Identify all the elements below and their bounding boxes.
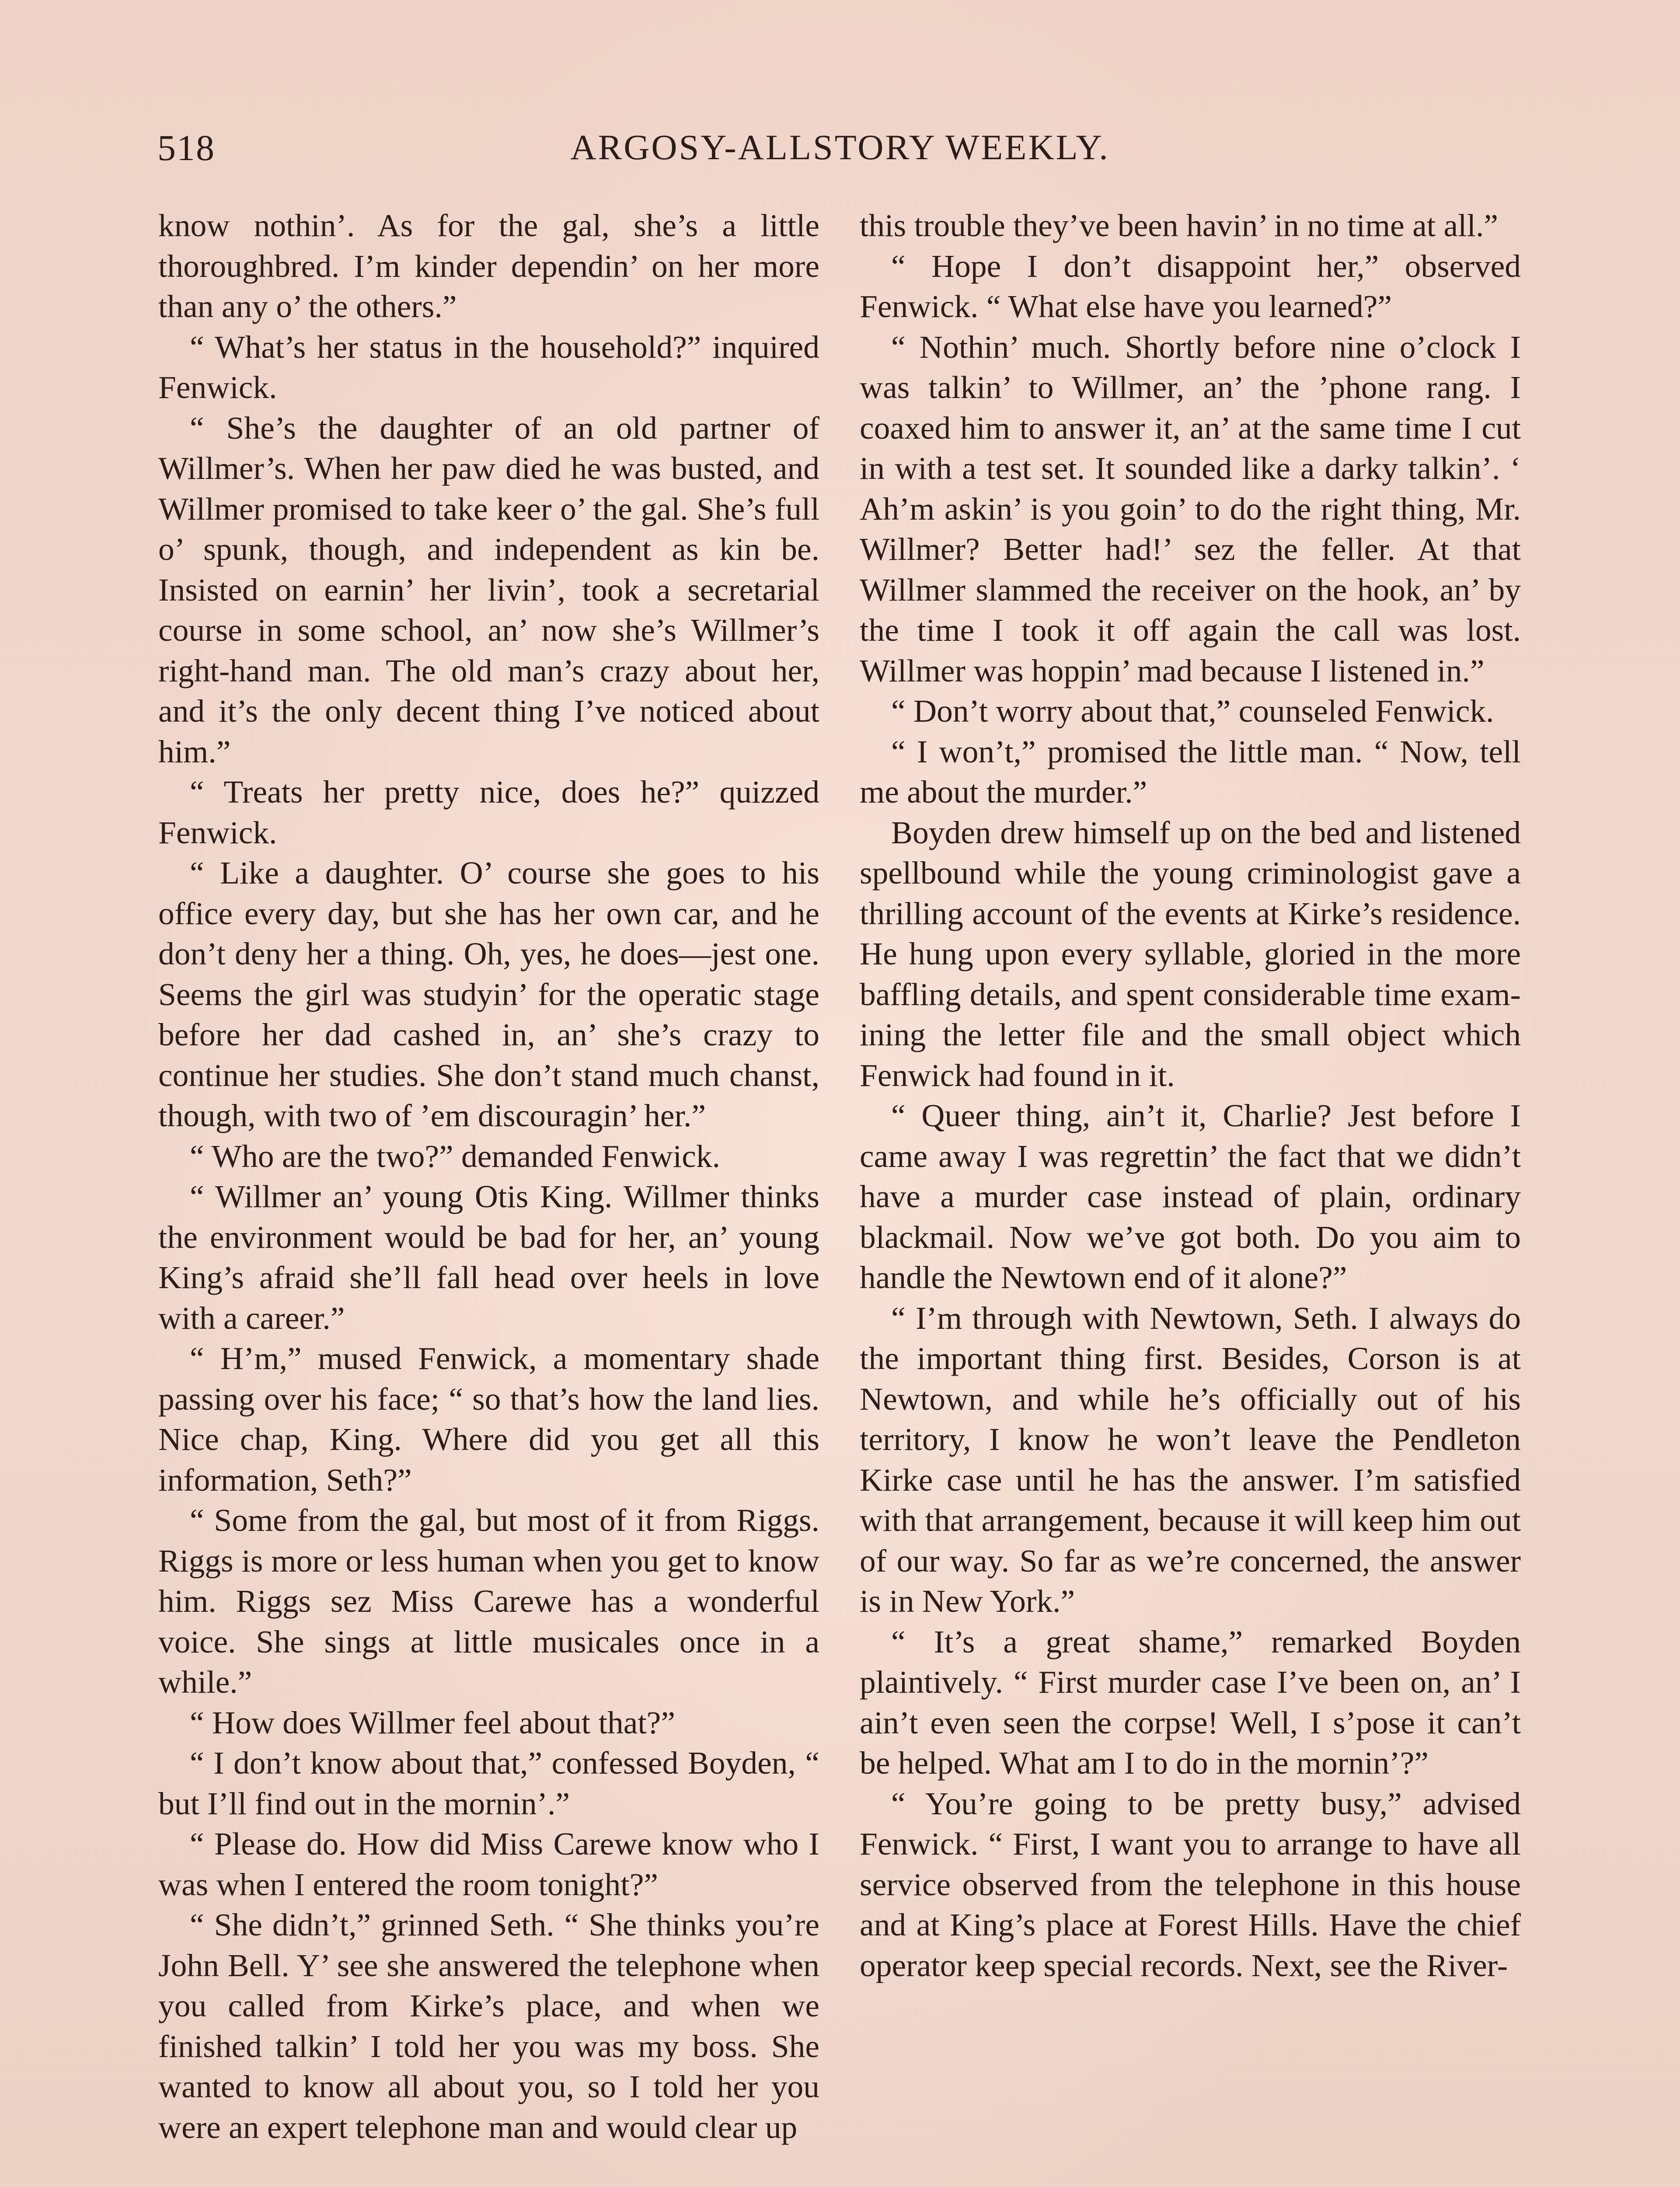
paragraph: “ How does Willmer feel about that?” [190,1705,676,1740]
paragraph: “ She didn’t,” grinned Seth. “ She thinks you’re John Bell. Y’ see she answered the telephone when you called from Kirke’s place, and when we finished talkin’ I told her you was my boss. She wanted to know all about you, so I told her you were an expert telephone man and would clear up [158,1907,819,2145]
paragraph: “ Some from the gal, but most of it from Riggs. Riggs is more or less human when you get to know him. Riggs sez Miss Carewe has a wonderful voice. She sings at little musicales once in a while.” [158,1502,819,1700]
paragraph: “ H’m,” mused Fenwick, a momentary shade passing over his face; “ so that’s how the land lies. Nice chap, King. Where did you get all this information, Seth?” [158,1341,819,1498]
paragraph: “ Nothin’ much. Shortly before nine o’clock I was talkin’ to Willmer, an’ the ’phone rang. I coaxed him to answer it, an’ at the same time I cut in with a test set. It sounded like a darky talkin’. ‘ Ah’m askin’ is you goin’ to do the right thing, Mr. Willmer? Better had!’ sez the feller. At that Willmer slammed the receiver on the hook, an’ by the time I took it off again the call was lost. Willmer was hoppin’ mad because I listened in.” [860,329,1521,688]
paragraph: “ Please do. How did Miss Carewe know who I was when I entered the room tonight?” [158,1826,819,1902]
running-title: ARGOSY-ALLSTORY WEEKLY. [570,127,1110,167]
paragraph: “ It’s a great shame,” remarked Boyden plaintively. “ First murder case I’ve been on, an’ I ain’t even seen the corpse! Well, I s’pose it can’t be helped. What am I to do in the mornin’?” [860,1624,1521,1781]
paragraph: “ Queer thing, ain’t it, Charlie? Jest before I came away I was regrettin’ the fact that we didn’t have a murder case instead of plain, ordinary blackmail. Now we’ve got both. Do you aim to handle the Newtown end of it alone?” [860,1098,1521,1295]
paragraph: “ Like a daughter. O’ course she goes to his office every day, but she has her own car, and he don’t deny her a thing. Oh, yes, he does—jest one. Seems the girl was studyin’ for the operatic stage before her dad cashed in, an’ she’s crazy to continue her studies. She don’t stand much chanst, though, with two of ’em discouragin’ her.” [158,855,819,1133]
left-column [158,206,819,2148]
paragraph: “ What’s her status in the household?” inquired Fenwick. [158,329,819,405]
paragraph: “ Treats her pretty nice, does he?” quizzed Fenwick. [158,774,819,850]
paragraph: “ Don’t worry about that,” counseled Fenwick. [891,693,1494,729]
paragraph: “ You’re going to be pretty busy,” advised Fenwick. “ First, I want you to arrange to have all service observed from the telephone in this house and at King’s place at Forest Hills. Have the chief operator keep special records. Next, see the River- [860,1785,1521,1983]
page-header [157,127,1523,175]
paragraph: “ Willmer an’ young Otis King. Willmer thinks the environment would be bad for her, an’ young King’s afraid she’ll fall head over heels in love with a career.” [158,1179,819,1336]
paragraph: “ She’s the daughter of an old partner of Willmer’s. When her paw died he was busted, and Willmer promised to take keer o’ the gal. She’s full o’ spunk, though, and independent as kin be. Insisted on earnin’ her livin’, took a secretarial course in some school, an’ now she’s Willmer’s right-hand man. The old man’s crazy about her, and it’s the only decent thing I’ve noticed about him.” [158,410,819,769]
paragraph: “ I’m through with Newtown, Seth. I always do the important thing first. Besides, Corson is at Newtown, and while he’s officially out of his territory, I know he won’t leave the Pendleton Kirke case until he has the answer. I’m satisfied with that arrangement, because it will keep him out of our way. So far as we’re concerned, the answer is in New York.” [860,1300,1521,1619]
paragraph: Boyden drew himself up on the bed and listened spellbound while the young criminologist gave a thrilling account of the events at Kirke’s residence. He hung upon every syllable, gloried in the more baffling details, and spent considerable time examining the letter file and the small object which Fenwick had found in it. [860,814,1521,1093]
paragraph: “ Hope I don’t disappoint her,” observed Fenwick. “ What else have you learned?” [860,248,1521,324]
paragraph: know nothin’. As for the gal, she’s a little thoroughbred. I’m kinder dependin’ on her more than any o’ the others.” [158,208,819,324]
right-column [860,206,1521,1986]
paragraph: this trouble they’ve been havin’ in no time at all.” [860,208,1499,243]
paragraph: “ I won’t,” promised the little man. “ Now, tell me about the murder.” [860,734,1521,810]
paragraph: “ I don’t know about that,” confessed Boyden, “ but I’ll find out in the mornin’.” [158,1745,819,1821]
paragraph: “ Who are the two?” demanded Fenwick. [190,1138,720,1174]
page-number: 518 [157,128,215,168]
